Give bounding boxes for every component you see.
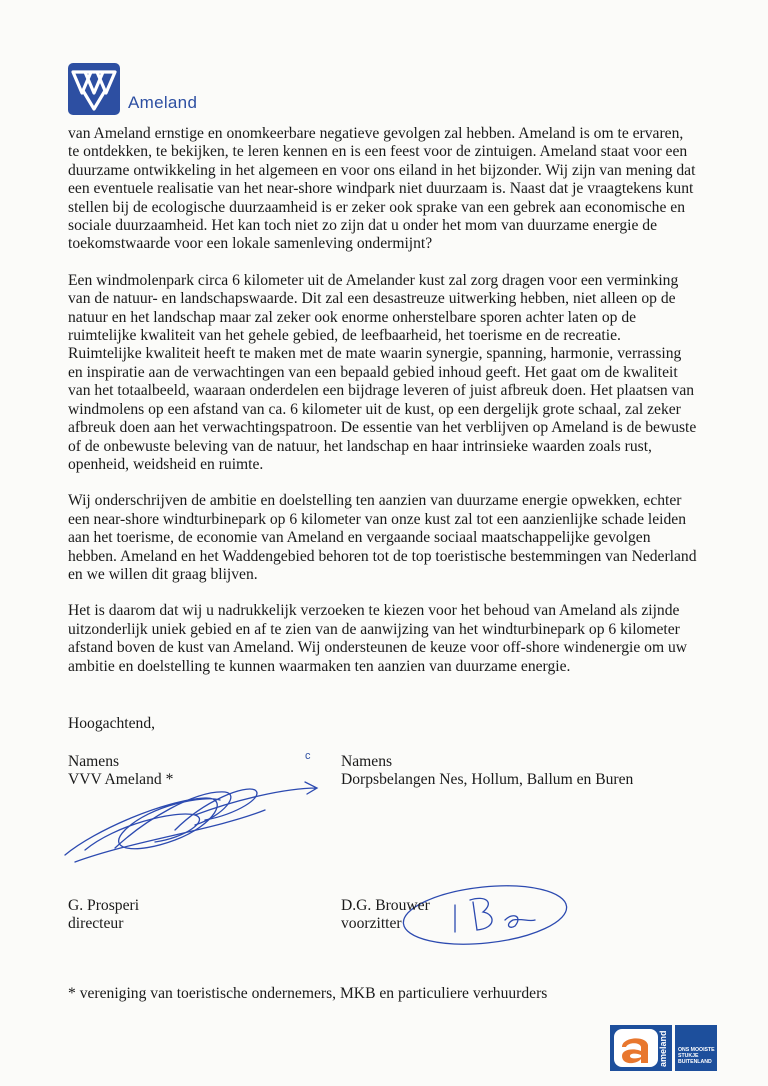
signatory-left-name-block (68, 897, 139, 934)
vvv-logo-icon (68, 63, 120, 115)
signatory-name: G. Prosperi (68, 897, 140, 914)
tagline-line: STUKJE (678, 1053, 699, 1059)
tagline-line: ONS MOOISTE (678, 1047, 715, 1053)
org-name: Ameland (128, 93, 198, 112)
signatory-org: VVV Ameland * (68, 771, 174, 789)
signatory-right (341, 753, 633, 790)
ink-mark: c (305, 750, 311, 762)
tagline-box (675, 1025, 717, 1071)
signatory-title: directeur (68, 915, 124, 933)
paragraph: Een windmolenpark circa 6 kilometer uit de Amelander kust zal zorg dragen voor een verminking van de natuur- en landschapswaarde. Dit zal een desastreuze uitwerking hebben, niet alleen op de natuur en het landschap maar zal zeker ook enorme onherstelbare sporen achter laten op de ruimtelijke kwaliteit van het gehele gebied, de leefbaarheid, het toerisme en de recreatie. Ruimtelijke kwaliteit heeft te maken met de mate waarin synergie, spanning, harmonie, verrassing en inspiratie aan de verwachtingen van een bepaald gebied inhoud geeft. Het gaat om de kwaliteit van het totaalbeeld, waaraan onderdelen een bijdrage leveren of juist afbreuk doen. Het plaatsen van windmolens op een afstand van ca. 6 kilometer uit de kust, op een dergelijk grote schaal, zal zeker afbreuk doen aan het verwachtingspatroon. De essentie van het verblijven op Ameland is de bewuste of de onbewuste beleving van de natuur, het landschap en haar intrinsieke waarden zoals rust, openheid, weidsheid en ruimte. (68, 271, 697, 473)
letter-body (68, 125, 698, 694)
footnote: * vereniging van toeristische ondernemers, MKB en particuliere verhuurders (68, 985, 548, 1002)
paragraph: Het is daarom dat wij u nadrukkelijk verzoeken te kiezen voor het behoud van Ameland als zijnde uitzonderlijk uniek gebied en af te zien van de aanwijzing van het windturbinepark op 6 kilometer afstand boven de kust van Ameland. Wij ondersteunen de keuze voor off-shore windenergie om uw ambitie en doelstelling te kunnen waarmaken ten aanzien van duurzame energie. (68, 602, 688, 675)
signatory-name: D.G. Brouwer (341, 897, 430, 914)
on-behalf-label: Namens (341, 753, 393, 770)
signature-prosperi (55, 770, 325, 870)
tagline-line: BUITENLAND (678, 1059, 712, 1065)
paragraph: Wij onderschrijven de ambitie en doelstelling ten aanzien van duurzame energie opwekken, echter een near-shore windturbinepark op 6 kilometer van onze kust zal tot een aanzienlijke schade leiden aan het toerisme, de economie van Ameland en vergaande sociaal maatschappelijke gevolgen hebben. Ameland en het Waddengebied behoren tot de top toeristische bestemmingen van Nederland en we willen dit graag blijven. (68, 492, 697, 583)
signatory-org: Dorpsbelangen Nes, Hollum, Ballum en Buren (341, 771, 634, 789)
signatory-right-name-block (341, 897, 430, 934)
signatory-title: voorzitter (341, 915, 402, 933)
ameland-logo-icon (610, 1025, 672, 1071)
closing: Hoogachtend, (68, 715, 156, 732)
paragraph: van Ameland ernstige en onomkeerbare negatieve gevolgen zal hebben. Ameland is om te ervaren, te ontdekken, te bekijken, te leren kennen en is een feest voor de zintuigen. Ameland staat voor een duurzame ontwikkeling in het algemeen en voor ons eiland in het bijzonder. Wij zijn van mening dat een eventuele realisatie van het near-shore windpark niet duurzaam is. Naast dat je vraagtekens kunt stellen bij de ecologische duurzaamheid is er zeker ook sprake van een gebrek aan economische en sociale duurzaamheid. Het kan toch niet zo zijn dat u onder het mom van duurzame energie de toekomstwaarde voor een lokale samenleving ondermijnt? (68, 125, 696, 253)
on-behalf-label: Namens (68, 753, 120, 770)
ameland-logo-word: ameland (658, 1030, 668, 1067)
